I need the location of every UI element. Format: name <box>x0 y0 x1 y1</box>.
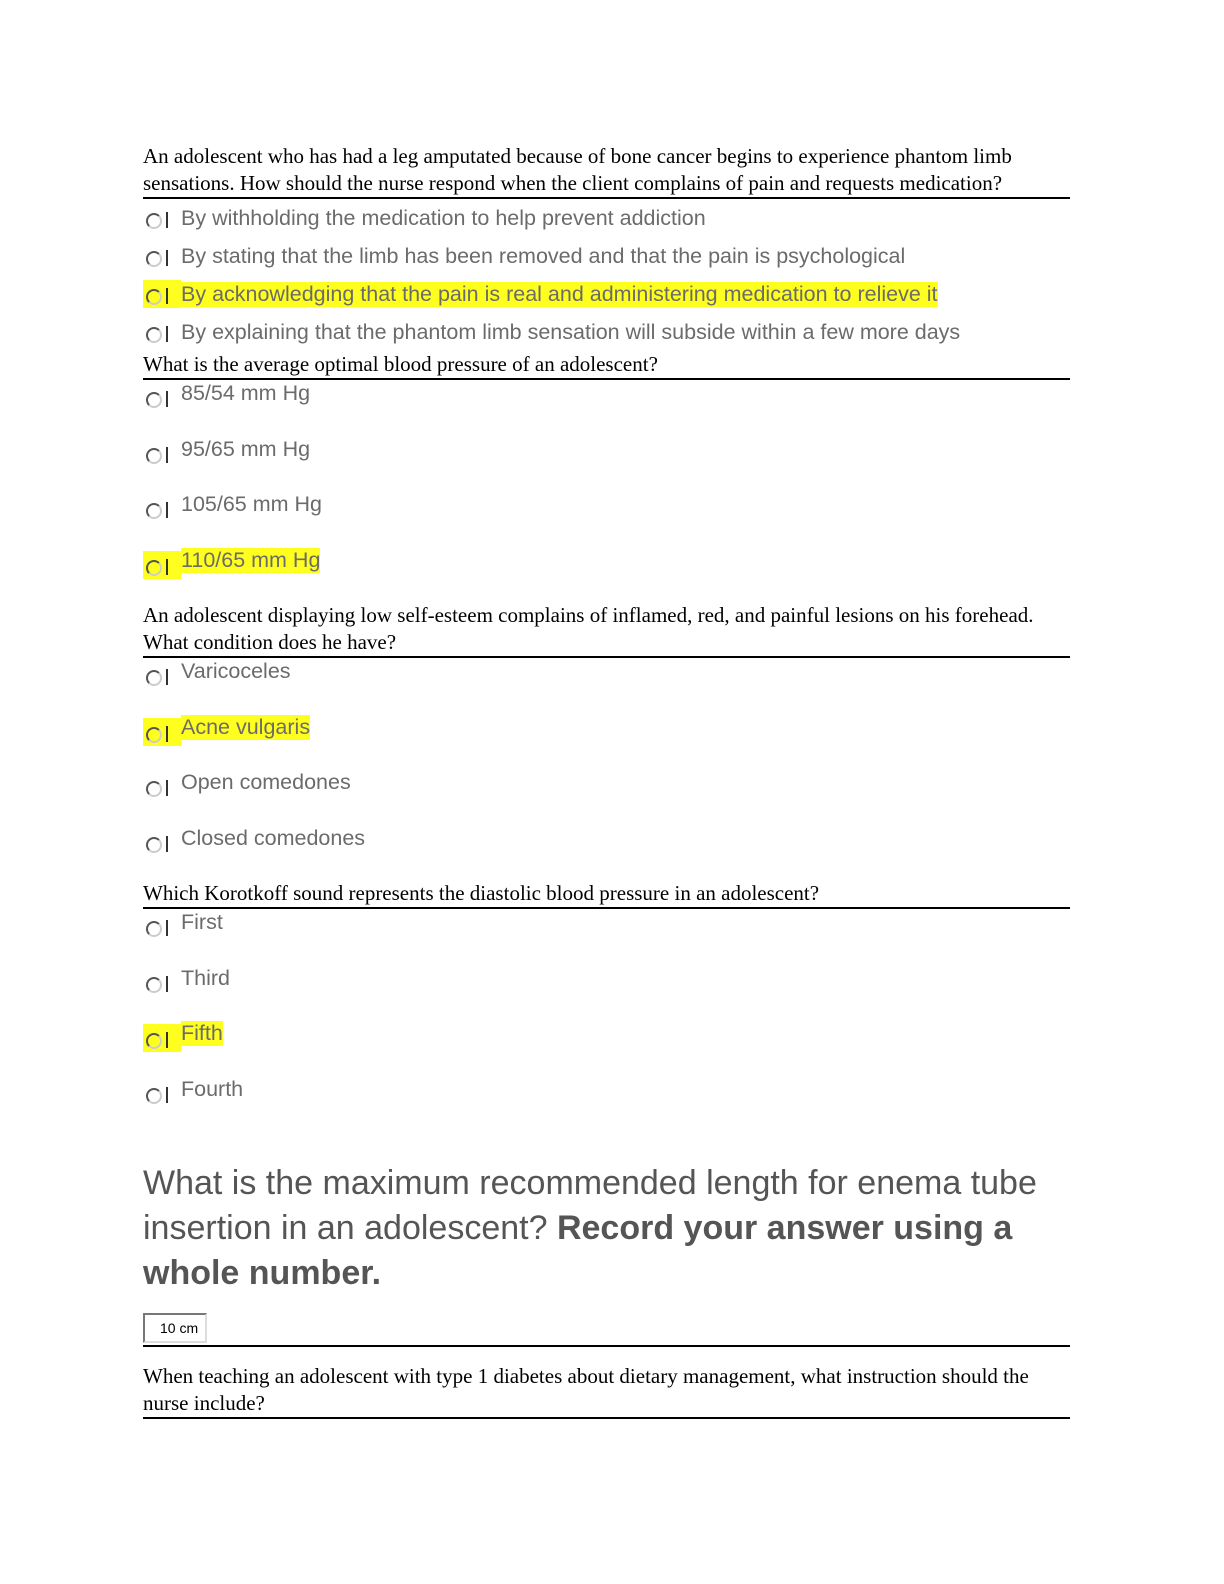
option-1-1[interactable] <box>143 199 1070 237</box>
radio-button[interactable] <box>143 440 181 466</box>
question-2-text: What is the average optimal blood pressure of an adolescent? <box>143 351 1070 380</box>
fill-question <box>143 1161 1070 1296</box>
answer-input[interactable]: 10 cm <box>143 1313 207 1343</box>
radio-button[interactable] <box>143 718 181 746</box>
radio-button[interactable] <box>143 551 181 579</box>
radio-button[interactable] <box>143 243 181 269</box>
radio-button[interactable] <box>143 913 181 939</box>
option-label-highlighted: By acknowledging that the pain is real and administering medication to relieve it <box>181 281 938 306</box>
option-label: Third <box>181 965 230 990</box>
option-label: Closed comedones <box>181 825 366 850</box>
question-1-options <box>143 199 1070 351</box>
question-4-options <box>143 909 1070 1131</box>
radio-button[interactable] <box>143 1080 181 1106</box>
radio-button[interactable] <box>143 495 181 521</box>
option-2-3[interactable] <box>143 491 1070 547</box>
option-4-1[interactable] <box>143 909 1070 965</box>
question-3-text: An adolescent displaying low self-esteem complains of inflamed, red, and painful lesions on his forehead. What condition does he have? <box>143 602 1070 658</box>
option-3-2[interactable] <box>143 714 1070 770</box>
question-6-text: When teaching an adolescent with type 1 diabetes about dietary management, what instruction should the nurse include? <box>143 1363 1070 1419</box>
radio-button[interactable] <box>143 280 181 308</box>
option-1-2[interactable] <box>143 237 1070 275</box>
option-label: Open comedones <box>181 770 351 794</box>
radio-button[interactable] <box>143 319 181 345</box>
option-label: By explaining that the phantom limb sensation will subside within a few more days <box>181 319 961 344</box>
option-label: Varicoceles <box>181 659 291 683</box>
option-2-2[interactable] <box>143 436 1070 492</box>
option-label: 85/54 mm Hg <box>181 381 311 405</box>
fill-question-text: What is the maximum recommended length for enema tube insertion in an adolescent? <box>143 1164 1037 1247</box>
option-3-4[interactable] <box>143 825 1070 881</box>
radio-button[interactable] <box>143 384 181 410</box>
option-label: By stating that the limb has been removed and that the pain is psychological <box>181 243 906 268</box>
option-label: First <box>181 910 223 934</box>
fill-question-emphasis: Record your answer using a whole number. <box>143 1209 1013 1292</box>
option-1-4[interactable] <box>143 313 1070 351</box>
option-4-2[interactable] <box>143 965 1070 1021</box>
option-4-4[interactable] <box>143 1076 1070 1132</box>
question-1-text: An adolescent who has had a leg amputated because of bone cancer begins to experience phantom limb sensations. How should the nurse respond when the client complains of pain and requests medication? <box>143 143 1070 199</box>
question-4-text: Which Korotkoff sound represents the diastolic blood pressure in an adolescent? <box>143 880 1070 909</box>
radio-button[interactable] <box>143 829 181 855</box>
option-label: Fourth <box>181 1076 244 1101</box>
option-label: By withholding the medication to help prevent addiction <box>181 205 706 230</box>
option-1-3[interactable] <box>143 275 1070 313</box>
radio-button[interactable] <box>143 205 181 231</box>
radio-button[interactable] <box>143 662 181 688</box>
option-2-4[interactable] <box>143 547 1070 603</box>
option-label: 95/65 mm Hg <box>181 436 311 461</box>
question-3-options <box>143 658 1070 880</box>
option-label-highlighted: Fifth <box>181 1021 223 1045</box>
question-2-options <box>143 380 1070 602</box>
radio-button[interactable] <box>143 969 181 995</box>
option-3-1[interactable] <box>143 658 1070 714</box>
option-3-3[interactable] <box>143 769 1070 825</box>
radio-button[interactable] <box>143 1024 181 1052</box>
option-label: 105/65 mm Hg <box>181 492 323 516</box>
divider <box>143 1345 1070 1347</box>
option-2-1[interactable] <box>143 380 1070 436</box>
option-label-highlighted: 110/65 mm Hg <box>181 547 321 572</box>
quiz-page <box>143 143 1070 1419</box>
option-4-3[interactable] <box>143 1020 1070 1076</box>
option-label-highlighted: Acne vulgaris <box>181 714 311 739</box>
radio-button[interactable] <box>143 773 181 799</box>
